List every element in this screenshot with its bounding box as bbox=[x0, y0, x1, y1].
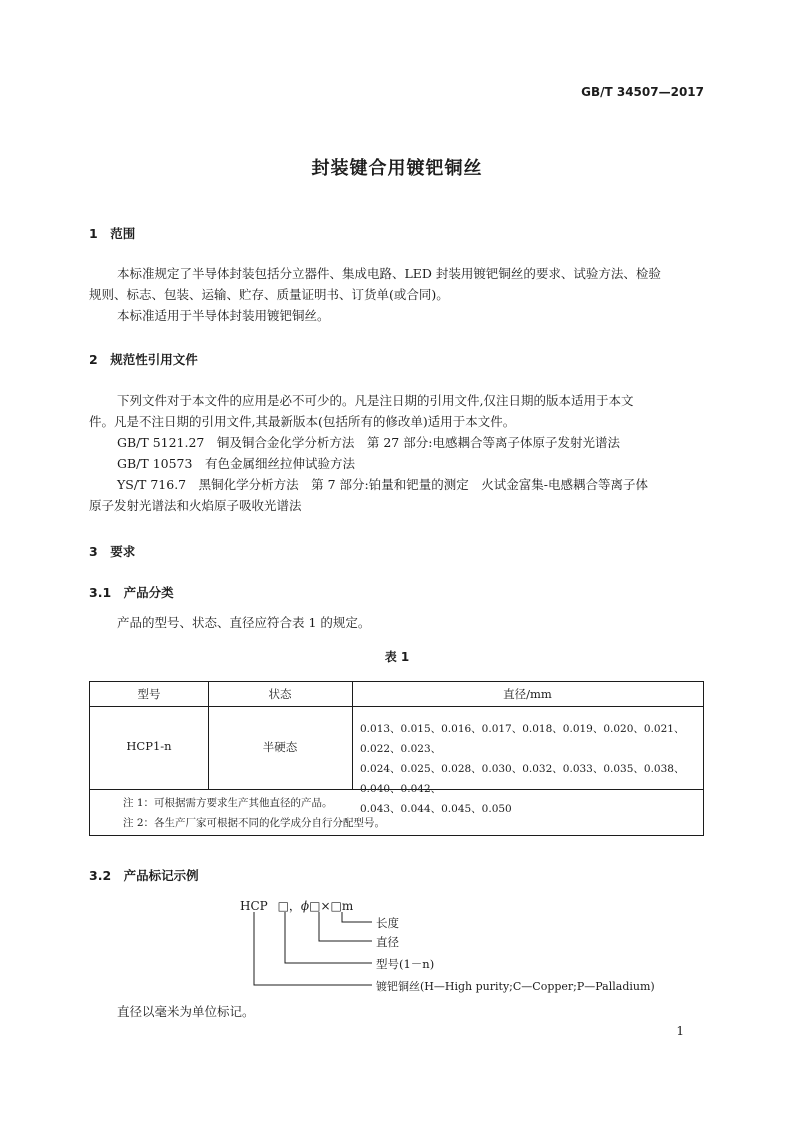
section-3-2-footer-text: 直径以毫米为单位标记。 bbox=[117, 1004, 255, 1019]
cell-model: HCP1-n bbox=[126, 739, 172, 753]
reference-item: YS/T 716.7 黑铜化学分析方法 第 7 部分:铂量和钯量的测定 火试金富集-电感耦合等离子体 bbox=[117, 477, 648, 492]
paragraph-line: 本标准规定了半导体封装包括分立器件、集成电路、LED 封装用镀钯铜丝的要求、试验方法、检验 bbox=[117, 266, 661, 281]
page-title: 封装键合用镀钯铜丝 bbox=[311, 158, 483, 179]
diameter-line: 0.043、0.044、0.045、0.050 bbox=[360, 803, 512, 815]
column-header-diameter: 直径/mm bbox=[503, 687, 552, 701]
diameter-line: 0.013、0.015、0.016、0.017、0.018、0.019、0.020、0.021、0.022、0.023、 bbox=[360, 723, 685, 755]
normative-references bbox=[117, 432, 648, 495]
cell-diameters bbox=[360, 719, 703, 819]
code-unit: m bbox=[341, 899, 354, 913]
diameter-line: 0.024、0.025、0.028、0.030、0.032、0.033、0.035、0.038、0.040、0.042、 bbox=[360, 763, 685, 795]
code-prefix: HCP bbox=[240, 899, 268, 913]
bracket-model bbox=[285, 912, 372, 963]
bracket-diameter bbox=[319, 912, 372, 941]
table-divider bbox=[90, 706, 703, 707]
section-2-heading: 2 规范性引用文件 bbox=[89, 352, 198, 367]
label-length: 长度 bbox=[376, 916, 399, 930]
label-diameter: 直径 bbox=[376, 935, 399, 949]
section-3-1-heading: 3.1 产品分类 bbox=[89, 585, 174, 600]
reference-continuation: 原子发射光谱法和火焰原子吸收光谱法 bbox=[89, 498, 302, 513]
section-3-1-text: 产品的型号、状态、直径应符合表 1 的规定。 bbox=[117, 615, 371, 630]
paragraph-line: 件。凡是不注日期的引用文件,其最新版本(包括所有的修改单)适用于本文件。 bbox=[89, 414, 516, 429]
table-1 bbox=[89, 681, 704, 836]
section-1-paragraph-1 bbox=[89, 263, 661, 305]
standard-id: GB/T 34507—2017 bbox=[581, 85, 704, 99]
page-number: 1 bbox=[676, 1024, 684, 1038]
column-header-model: 型号 bbox=[137, 687, 161, 701]
section-3-heading: 3 要求 bbox=[89, 544, 136, 559]
table-note-2: 注 2：各生产厂家可根据不同的化学成分自行分配型号。 bbox=[123, 817, 386, 829]
code-box-diameter: □ bbox=[309, 899, 321, 913]
code-separator: ， bbox=[288, 899, 301, 913]
table-caption: 表 1 bbox=[384, 650, 410, 664]
label-model: 型号(1－n) bbox=[376, 957, 435, 971]
section-2-paragraph-1 bbox=[89, 390, 633, 432]
section-3-2-heading: 3.2 产品标记示例 bbox=[89, 868, 199, 883]
code-phi: ϕ bbox=[300, 899, 310, 913]
label-material: 镀钯铜丝(H—High purity;C—Copper;P—Palladium) bbox=[376, 980, 655, 993]
table-note-1: 注 1：可根据需方要求生产其他直径的产品。 bbox=[123, 797, 333, 809]
section-1-heading: 1 范围 bbox=[89, 226, 136, 241]
paragraph-line: 规则、标志、包装、运输、贮存、质量证明书、订货单(或合同)。 bbox=[89, 287, 449, 302]
bracket-length bbox=[342, 912, 372, 922]
cell-state: 半硬态 bbox=[262, 740, 298, 754]
column-header-state: 状态 bbox=[268, 687, 292, 701]
code-times: × bbox=[320, 899, 331, 913]
reference-item: GB/T 5121.27 铜及铜合金化学分析方法 第 27 部分:电感耦合等离子体原子发射光谱法 bbox=[117, 435, 620, 450]
paragraph-line: 下列文件对于本文件的应用是必不可少的。凡是注日期的引用文件,仅注日期的版本适用于本文 bbox=[117, 393, 634, 408]
reference-item: GB/T 10573 有色金属细丝拉伸试验方法 bbox=[117, 456, 355, 471]
section-1-paragraph-2: 本标准适用于半导体封装用镀钯铜丝。 bbox=[117, 308, 330, 323]
code-box-model: □ bbox=[277, 899, 289, 913]
code-box-length: □ bbox=[330, 899, 342, 913]
marking-code bbox=[240, 897, 353, 914]
bracket-material bbox=[254, 912, 372, 985]
